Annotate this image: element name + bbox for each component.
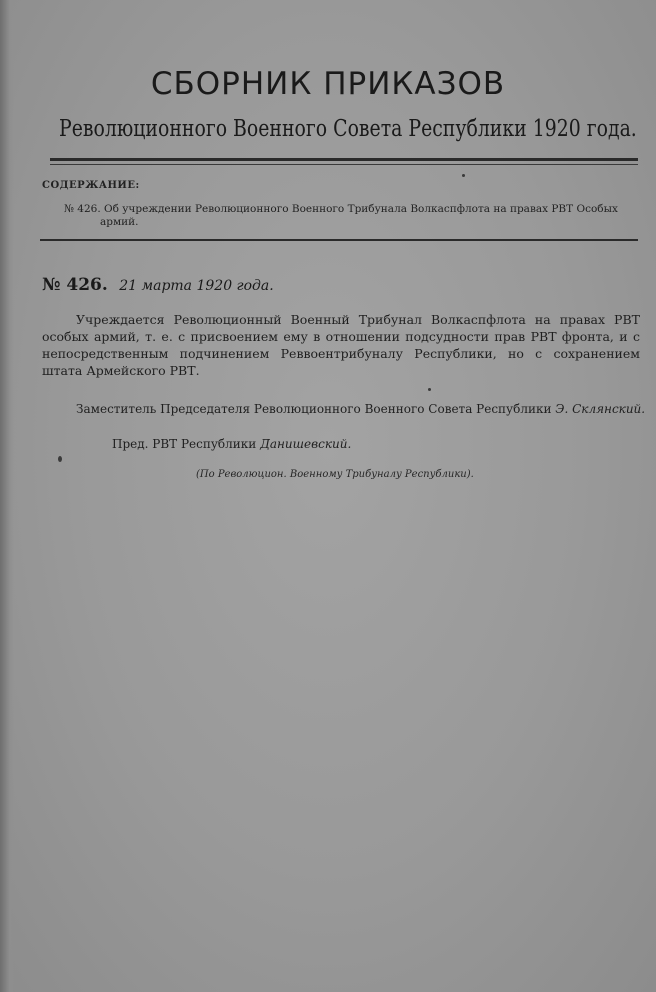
header-rule-thick: [50, 158, 638, 161]
source-note: (По Революцион. Военному Трибуналу Республики).: [196, 469, 474, 480]
contents-entry-line1: № 426. Об учреждении Революционного Военного Трибунала Волкаспфлота на правах РВТ Особых: [64, 203, 618, 215]
ink-speck: [428, 388, 431, 391]
page-subtitle: Революционного Военного Совета Республики 1920 года.: [59, 116, 637, 142]
signer1-title: Заместитель Председателя Революционного Военного Совета Республики: [76, 402, 552, 416]
signature-line-chair: [112, 437, 351, 451]
signer1-name: Э. Склянский.: [555, 402, 646, 416]
page-title: СБОРНИК ПРИКАЗОВ: [150, 66, 506, 102]
signer2-title: Пред. РВТ Республики: [112, 437, 257, 451]
signer2-name: Данишевский.: [260, 437, 352, 451]
ink-speck: [462, 174, 465, 177]
page-edge-shadow: [0, 0, 14, 992]
order-heading: [42, 275, 274, 295]
contents-entry: [64, 203, 644, 229]
order-body-text: Учреждается Революционный Военный Трибунал Волкаспфлота на правах РВТ особых армий, т. е. с присвоением ему в отношении подсудности прав РВТ фронта, и с непосредственным подчинением Реввоентрибуналу Республики, но с сохранением штата Армейского РВТ.: [42, 312, 640, 378]
ink-speck: [58, 456, 62, 462]
header-rule-thin: [50, 164, 638, 165]
signature-line-deputy: [76, 402, 645, 416]
contents-entry-line2: армий.: [100, 216, 139, 228]
order-number: № 426.: [42, 275, 108, 295]
contents-heading: СОДЕРЖАНИЕ:: [42, 180, 140, 191]
contents-rule: [40, 239, 638, 241]
order-date: 21 марта 1920 года.: [119, 278, 274, 294]
